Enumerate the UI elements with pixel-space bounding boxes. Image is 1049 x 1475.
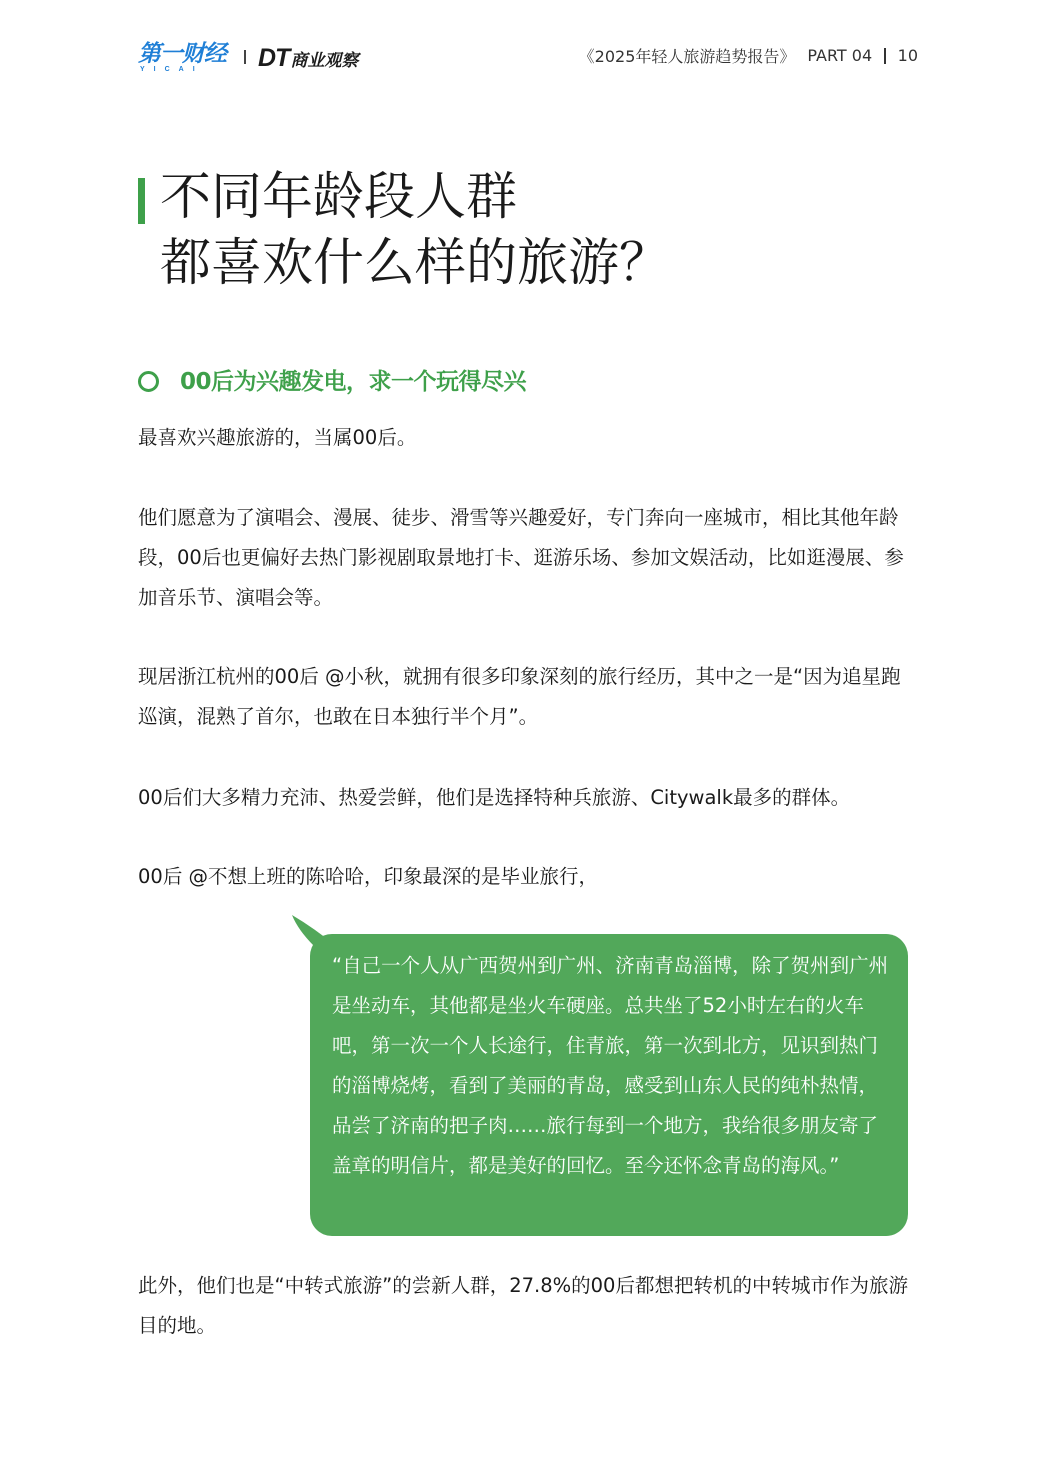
yicai-logo-en: YICAI — [140, 66, 204, 73]
header-info — [579, 44, 918, 67]
yicai-logo-cn: 第一财经 — [138, 41, 226, 67]
part-label: PART 04 — [807, 46, 873, 65]
page-header — [138, 36, 918, 76]
logo-divider — [244, 50, 246, 64]
header-divider — [884, 48, 886, 64]
report-title: 《2025年轻人旅游趋势报告》 — [578, 47, 796, 66]
paragraph-1: 最喜欢兴趣旅游的，当属00后。 — [138, 426, 417, 449]
title-line-1: 不同年龄段人群 — [160, 168, 518, 227]
quote-bubble — [310, 934, 908, 1236]
dt-logo-mark: DT — [258, 44, 290, 72]
yicai-logo — [138, 42, 226, 72]
closing-paragraph: 此外，他们也是“中转式旅游”的尝新人群，27.8%的00后都想把转机的中转城市作为旅游目的地。 — [138, 1274, 908, 1337]
page-number: 10 — [897, 46, 918, 65]
dt-logo — [258, 44, 358, 73]
paragraph-5: 00后 @不想上班的陈哈哈，印象最深的是毕业旅行， — [138, 865, 599, 888]
quote-text: “自己一个人从广西贺州到广州、济南青岛淄博，除了贺州到广州是坐动车，其他都是坐火车硬座。总共坐了52小时左右的火车吧，第一次一个人长途行，住青旅，第一次到北方，见识到热门的淄博烧烤，看到了美丽的青岛，感受到山东人民的纯朴热情，品尝了济南的把子肉……旅行每到一个地方，我给很多朋友寄了盖章的明信片，都是美好的回忆。至今还怀念青岛的海风。” — [332, 954, 889, 1177]
dt-logo-cn: 商业观察 — [290, 51, 359, 71]
title-line-2: 都喜欢什么样的旅游？ — [160, 234, 671, 293]
paragraph-3: 现居浙江杭州的00后 @小秋，就拥有很多印象深刻的旅行经历，其中之一是“因为追星跑巡演，混熟了首尔，也敢在日本独行半个月”。 — [138, 665, 901, 728]
title-accent-bar — [138, 178, 145, 224]
paragraph-4: 00后们大多精力充沛、热爱尝鲜，他们是选择特种兵旅游、Citywalk最多的群体。 — [138, 786, 851, 809]
subheading-text: 00后为兴趣发电，求一个玩得尽兴 — [180, 369, 527, 395]
circle-bullet-icon — [138, 371, 159, 392]
paragraph-2: 他们愿意为了演唱会、漫展、徒步、滑雪等兴趣爱好，专门奔向一座城市，相比其他年龄段，00后也更偏好去热门影视剧取景地打卡、逛游乐场、参加文娱活动，比如逛漫展、参加音乐节、演唱会等。 — [138, 506, 904, 609]
